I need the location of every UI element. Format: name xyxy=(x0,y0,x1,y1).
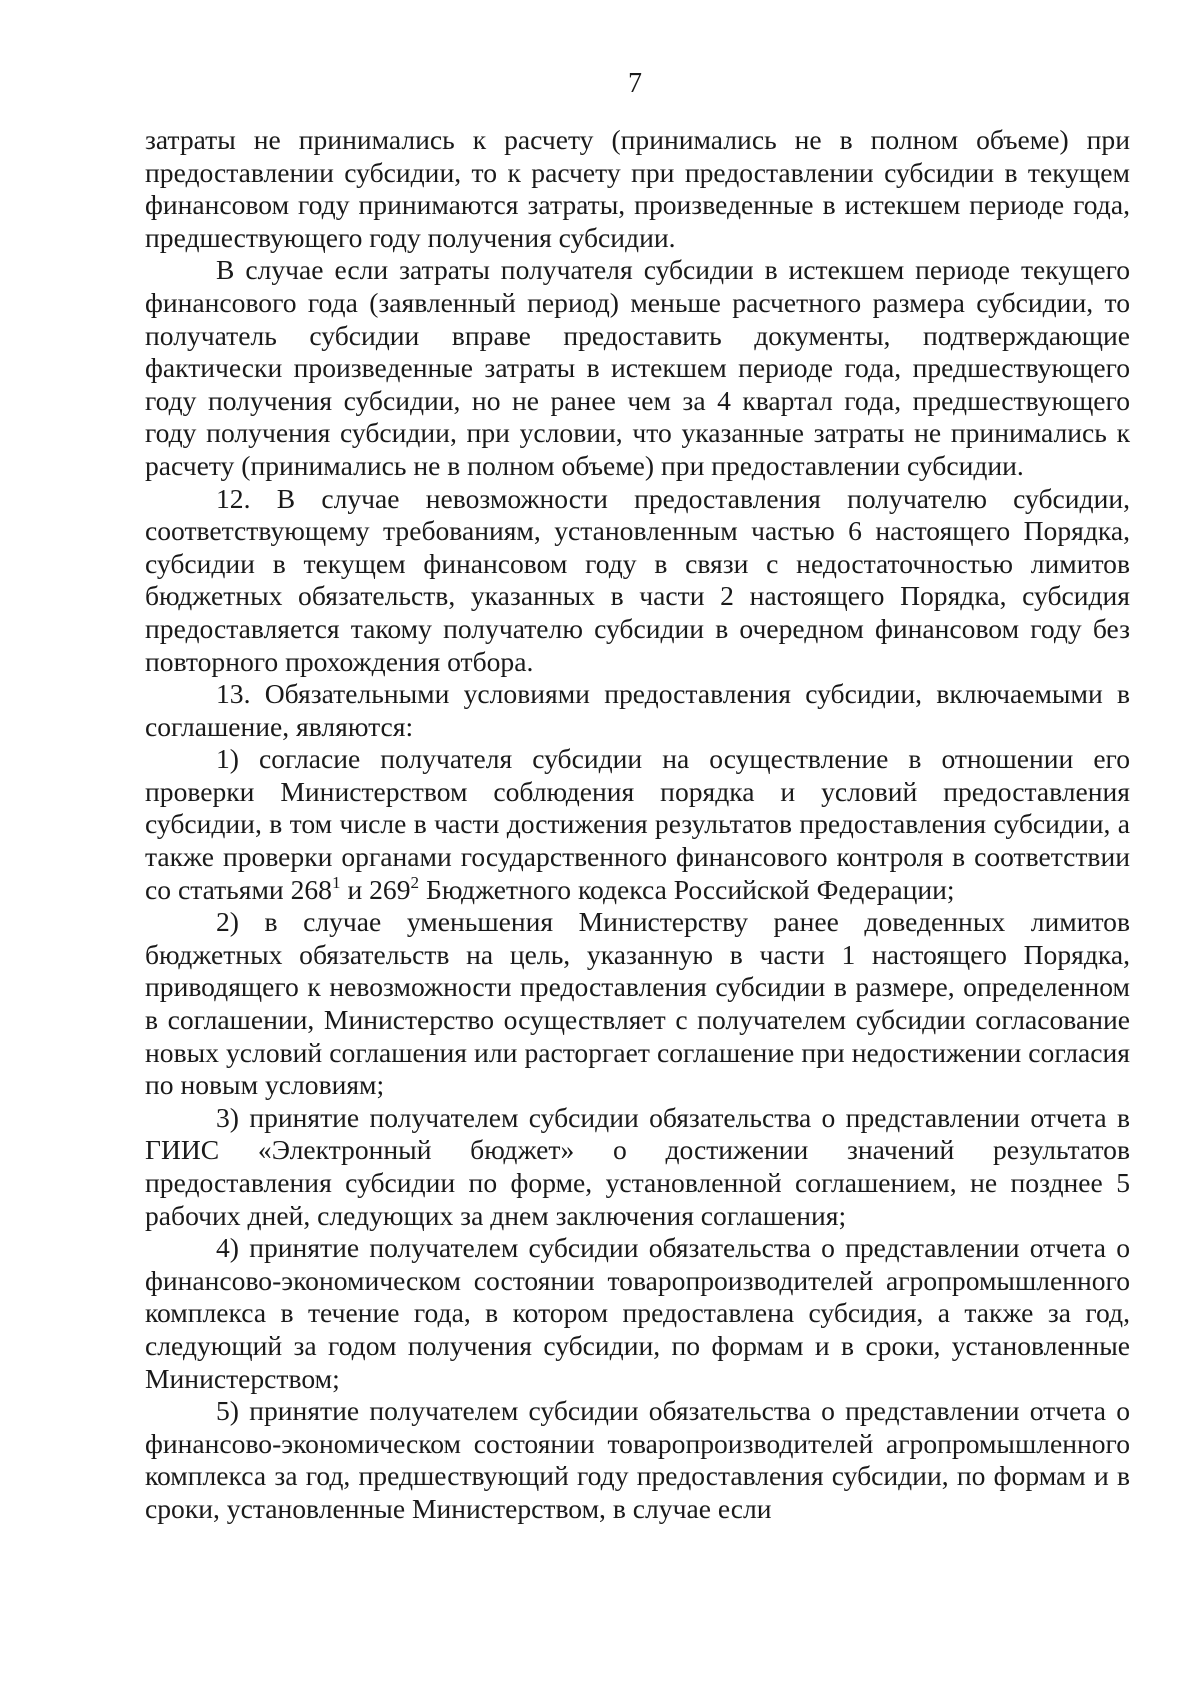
list-item-condition-4: 4) принятие получателем субсидии обязательства о представлении отчета о финансово-экономическом состоянии товаропроизводителей агропромышленного комплекса в течение года, в котором предоставлена субсидия, а также за год, следующий за годом получения субсидии, по формам и в сроки, установленные Министерством; xyxy=(145,1232,1130,1394)
article-268-superscript: 1 xyxy=(331,872,341,892)
document-body xyxy=(145,124,1130,1526)
list-item-condition-3: 3) принятие получателем субсидии обязательства о представлении отчета в ГИИС «Электронный бюджет» о достижении значений результатов предоставления субсидии по форме, установленной соглашением, не позднее 5 рабочих дней, следующих за днем заключения соглашения; xyxy=(145,1101,1130,1231)
list-item-condition-5: 5) принятие получателем субсидии обязательства о представлении отчета о финансово-экономическом состоянии товаропроизводителей агропромышленного комплекса за год, предшествующий году предоставления субсидии, по формам и в сроки, установленные Министерством, в случае если xyxy=(145,1395,1130,1524)
page-number: 7 xyxy=(628,68,642,99)
paragraph-claimed-period: В случае если затраты получателя субсидии в истекшем периоде текущего финансового года (заявленный период) меньше расчетного размера субсидии, то получатель субсидии вправе предоставить документы, подтверждающие фактически произведенные затраты в истекшем периоде года, предшествующего году получения субсидии, но не ранее чем за 4 квартал года, предшествующего году получения субсидии, при условии, что указанные затраты не принимались к расчету (принимались не в полном объеме) при предоставлении субсидии. xyxy=(145,254,1130,481)
list-item-condition-1 xyxy=(145,743,1130,906)
paragraph-clause-13: 13. Обязательными условиями предоставления субсидии, включаемыми в соглашение, являются: xyxy=(145,678,1130,742)
paragraph-clause-12: 12. В случае невозможности предоставления получателю субсидии, соответствующему требованиям, установленным частью 6 настоящего Порядка, субсидии в текущем финансовом году в связи с недостаточностью лимитов бюджетных обязательств, указанных в части 2 настоящего Порядка, субсидия предоставляется такому получателю субсидии в очередном финансовом году без повторного прохождения отбора. xyxy=(145,482,1130,677)
article-269-superscript: 2 xyxy=(410,872,420,892)
list-item-condition-2: 2) в случае уменьшения Министерству ранее доведенных лимитов бюджетных обязательств на цель, указанную в части 1 настоящего Порядка, приводящего к невозможности предоставления субсидии в размере, определенном в соглашении, Министерство осуществляет с получателем субсидии согласование новых условий соглашения или расторгает соглашение при недостижении согласия по новым условиям; xyxy=(145,906,1130,1101)
condition-1-text: 1) согласие получателя субсидии на осуществление в отношении его проверки Министерством соблюдения порядка и условий предоставления субсидии, в том числе в части достижения результатов предоставления субсидии, а также проверки органами государственного финансового контроля в соответствии со статьями 268 xyxy=(145,743,1130,905)
paragraph-continuation: затраты не принимались к расчету (принимались не в полном объеме) при предоставлении субсидии, то к расчету при предоставлении субсидии в текущем финансовом году принимаются затраты, произведенные в истекшем периоде года, предшествующего году получения субсидии. xyxy=(145,124,1130,253)
condition-1-text-mid: и 269 xyxy=(340,873,411,905)
condition-1-text-end: Бюджетного кодекса Российской Федерации; xyxy=(419,873,955,905)
